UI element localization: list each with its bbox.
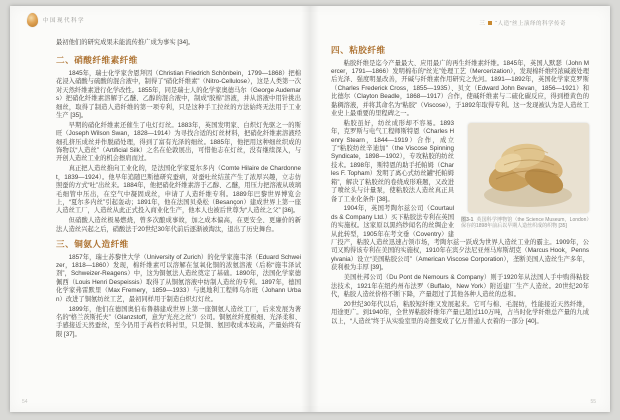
paragraph: 粘胶纤维是迄今产量最大、应用最广的再生纤维素纤维。1845年，英国人默瑟（John Mercer，1791—1866）发明棉布的“丝光”处理工艺（Mercerization），发现棉纤维经浓碱液处理后光泽、强度明显改善，开碱与纤维素作用研究之先河。1891—1892年，英国化学家克罗斯（Charles Frederick Cross，1855—1935）、贝文（Edward John Bevan，1856—1921）和比德尔（Clayton Beadle，1868—1917）合作，使碱纤维素与二硫化碳反应，得到橙黄色的黏稠溶液，并将其命名为“粘胶”（Viscose），于1892年取得专利。这一发现被认为是人造丝工业史上最重要的里程碑之一。 — [331, 59, 589, 117]
paragraph: 早期的硝化纤维素还催生了电灯灯丝。1883年，英国发明家、白炽灯先驱之一的斯旺（Joseph Wilson Swan，1828—1914）为寻找合适的灯丝材料，把硝化纤维素溶液经细孔挤压成丝并作脱硝处理，得到了富有光泽的细丝。1885年，他把用这种细丝织成的饰物以“人造丝”（Artificial Silk）之名在伦敦展出，可惜他志在灯丝，没有继续深入，与开创人造丝工业的机会擦肩而过。 — [56, 121, 301, 163]
paragraph: 真正把人造丝推向工业化的，是法国化学家夏尔多内（Comte Hilaire de Chardonnet，1839—1924）。他早年追随巴斯德研究蚕病，对蚕吐丝结茧产生了浓厚兴趣，立志仿照蚕的方式“吐”出丝来。1884年，他把硝化纤维素溶于乙醇、乙醚，用压力把溶液从玻璃毛细管中压出，在空气中凝固成丝，申请了人造纤维专利。1889年巴黎世界博览会上，“夏尔多内丝”引起轰动；1891年，他在法国贝桑松（Besançon）建成世界上第一座人造丝工厂，人造丝从此正式投入商业化生产，他本人也被后世尊为“人造丝之父” [36]。 — [56, 165, 301, 215]
book-spread — [10, 6, 610, 412]
section-heading-cuprammonium: 三、铜氨人造纤维 — [56, 239, 129, 250]
chapter-marker-icon — [488, 21, 492, 25]
section-heading-nitrocellulose: 二、硝酸纤维素纤维 — [56, 55, 138, 66]
figure-caption-label: 图3-1 — [461, 216, 474, 223]
paragraph: 但硝酸人造丝极易燃烧，曾多次酿成事故，加之成本偏高，在更安全、更廉价的新法人造丝兴起之后，硝酸法于20世纪30年代前后逐渐被淘汰，退出了历史舞台。 — [56, 217, 301, 233]
right-page-text — [331, 45, 589, 328]
paragraph: 美国杜邦公司（Du Pont de Nemours & Company）则于1920年从法国人手中购得粘胶法技术，1921年在纽约州布法罗（Buffalo，New York）附近建厂生产人造丝。20世纪20年代，粘胶人造丝价格不断下降，产量超过了其他各种人造丝的总和。 — [331, 274, 589, 298]
right-page-number: 55 — [590, 399, 596, 405]
figure-3-1 — [461, 123, 589, 230]
chapter-title: “人造”丝上演绎的科学传奇 — [495, 21, 566, 27]
book-title: 中国现代科学 — [43, 18, 86, 24]
left-page-text — [56, 39, 301, 341]
figure-caption-text: 英国科学博物馆（the Science Museum，London）保存的1898年前后以早期人造丝织成的织物 [35] — [461, 216, 589, 230]
paragraph: 1845年，瑞士化学家舍恩拜因（Christian Friedrich Schönbein，1799—1868）把棉花浸入硝酸与硫酸的混合液中，制得了“硝化纤维素”（Nitro-Cellulose），这是人类第一次对天然纤维素进行化学改性。1855年，同是瑞士人的化学家奥德马尔（George Audemars）把硝化纤维素溶解于乙醚、乙醇的混合液中，制成“胶棉”溶液，并从溶液中用针挑出细丝，取得了制造人造纤维的第一项专利，只是这种手工拉丝的方法始终无法用于工业生产 [35]。 — [56, 69, 301, 119]
paragraph: 粘胶虽好，纺丝成形却不容易。1893年，克罗斯与电气工程师斯特恩（Charles Henry Stearn，1844—1919）合作，成立了“粘胶纺丝辛迪加”（the Viscose Spinning Syndicate，1898—1902），专攻粘胶的纺丝技术。1898年，斯特恩的助手托帕姆（Charles F. Topham）发明了离心式纺丝罐“托帕姆箱”，解决了粘胶丝的卷绕成形难题，又改进了喷丝头与计量泵，使粘胶法人造丝真正具备了工业化条件 [38]。 — [331, 119, 454, 203]
left-page-number: 54 — [22, 399, 28, 405]
fiber-skeins-photo — [468, 123, 589, 213]
figure-caption — [461, 217, 589, 230]
paragraph: 1857年，瑞士苏黎世大学（University of Zurich）的化学家施韦泽（Eduard Schweizer，1818—1860）发现，棉纤维素可以溶解在氢氧化铜的浓氨溶液（后称“施韦泽试剂”，Schweizer-Reagens）中，这为铜氨法人造丝奠定了基础。1890年，法国化学家德佩西（Louis Henri Despeissis）取得了从铜氨溶液中纺制人造丝的专利。1897年，德国化学家弗雷默里（Max Fremery，1859—1933）与奥地利工程师乌尔班（Johann Urban）改进了铜氨纺丝工艺，最初同样用于制造白炽灯灯丝。 — [56, 253, 301, 303]
publisher-logo-icon — [27, 13, 38, 27]
paragraph: 1899年，他们在德国奥伯布鲁赫建成世界上第一座铜氨人造丝工厂，后来发展为著名的“格兰茨斯托夫”（Glanzstoff，意为“光亮之丝”）公司。铜氨丝纤度极细、光泽柔和、手感接近天然蚕丝，至今仍用于高档衣料衬里，只是铜、氨回收成本较高，产量始终有限 [37]。 — [56, 305, 301, 338]
chapter-number: 三 — [479, 21, 486, 27]
paragraph: 20世纪30年代以后，粘胶短纤维又发展起来。它可与棉、毛混纺，性能接近天然纤维，用途更广。到1940年，全世界粘胶纤维年产量已超过110万吨，占当时化学纤维总产量的九成以上，“人造丝”终于从实验室里的奇想变成了亿万普通人衣着的一部分 [40]。 — [331, 300, 589, 325]
left-running-header — [27, 13, 85, 27]
paragraph: 1904年，英国考陶尔兹公司（Courtaulds & Company Ltd.）买下粘胶法专利在英国的实施权。这家原以黑绉纱闻名的丝绸企业从此转型，1905年在考文垂（Coventry）建厂投产，粘胶人造丝迅速占领市场，考陶尔兹一跃成为世界人造丝工业的霸主。1909年，公司又购得该专利在美国的实施权，1910年在宾夕法尼亚州马库斯胡克（Marcus Hook，Pennsylvania）设立“美国粘胶公司”（American Viscose Corporation），垄断美国人造丝生产多年，获利极为丰厚 [39]。 — [331, 205, 589, 272]
fiber-skeins-illustration — [468, 123, 589, 213]
right-running-header — [479, 19, 566, 27]
page-gutter — [301, 6, 319, 412]
carryover-paragraph: 最初他们的研究成果未能流传推广成为事实 [34]。 — [56, 39, 195, 46]
section-heading-viscose: 四、粘胶纤维 — [331, 45, 386, 55]
